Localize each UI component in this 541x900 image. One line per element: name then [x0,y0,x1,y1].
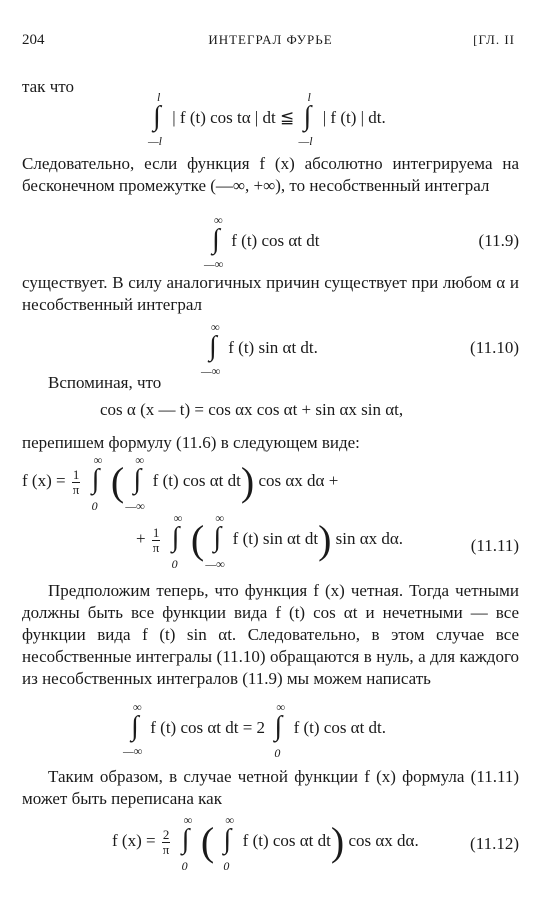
integral-sign: ∫ ∞ 0 [223,813,234,873]
formula-11-9: ∫ ∞ —∞ f (t) cos αt dt [204,213,320,271]
fraction-one-over-pi: $\frac{1}{\pi}$ [72,466,80,497]
ineq-right: | f (t) | dt. [322,107,386,127]
fraction-two-over-pi: $\frac{2}{\pi}$ [162,826,170,857]
formula-11-11-line1: f (x) = $\frac{1}{\pi}$ ∫ ∞ 0 ( ∫ ∞ —∞ f (t) cos αt dt) cos αx dα + [22,453,339,513]
paragraph-intro: так что [22,77,74,96]
equation-number-11-12: (11.12) [470,834,519,853]
equation-number-11-11: (11.11) [470,536,519,555]
ineq-left: | f (t) cos tα | dt ≦ [172,107,295,127]
formula-11-10: ∫ ∞ —∞ f (t) sin αt dt. [201,320,318,378]
running-title: ИНТЕГРАЛ ФУРЬЕ [208,32,333,47]
integral-sign: ∫ l —l [298,90,313,148]
integral-sign: ∫ ∞ —∞ [205,511,225,571]
paragraph-rewrite: перепишем формулу (11.6) в следующем виде: [22,433,360,452]
integral-sign: ∫ ∞ 0 [181,813,193,873]
formula-cos-identity: cos α (x — t) = cos αx cos αt + sin αx sin αt, [100,400,404,419]
formula-even-case: ∫ ∞ —∞ f (t) cos αt dt = 2 ∫ ∞ 0 f (t) cos αt dt. [123,700,387,760]
fraction-one-over-pi: $\frac{1}{\pi}$ [152,524,160,555]
page-number: 204 [22,32,45,48]
equation-number-11-9: (11.9) [478,231,519,250]
integral-sign: ∫ ∞ —∞ [204,213,224,271]
integral-sign: ∫ ∞ —∞ [123,700,143,758]
chapter-label: [ГЛ. II [473,32,515,47]
integral-sign: ∫ ∞ —∞ [125,453,145,513]
paragraph-recall: Вспоминая, что [48,373,162,392]
paragraph-absolute-integrability: Следовательно, если функция f (x) абсолютно интегрируема на бесконечном промежутке (—∞, +∞), то несобственный интеграл [22,154,519,195]
paragraph-even-function: Предположим теперь, что функция f (x) четная. Тогда четными должны быть все функции вида f (t) cos αt и нечетными — все функции вида f (t) sin αt. Следовательно, в этом случае все несобственные интегралы (11.10) обращаются в нуль, а для каждого из несобственных интегралов (11.9) мы можем написать [22,581,519,688]
formula-inequality [148,90,386,148]
integral-sign: ∫ l —l [148,90,163,148]
integral-sign: ∫ ∞ 0 [274,700,285,760]
integral-sign: ∫ ∞ 0 [91,453,103,513]
paragraph-conclusion: Таким образом, в случае четной функции f (x) формула (11.11) может быть переписана как [22,767,519,808]
formula-11-11-line2: + $\frac{1}{\pi}$ ∫ ∞ 0 ( ∫ ∞ —∞ f (t) sin αt dt) sin αx dα. [136,511,404,571]
integral-sign: ∫ ∞ —∞ [201,320,221,378]
paragraph-sine-integral: существует. В силу аналогичных причин существует при любом α и несобственный интеграл [22,273,519,314]
integral-sign: ∫ ∞ 0 [171,511,183,571]
formula-11-12: f (x) = $\frac{2}{\pi}$ ∫ ∞ 0 ( ∫ ∞ 0 f (t) cos αt dt) cos αx dα. [112,813,419,873]
equation-number-11-10: (11.10) [470,338,519,357]
